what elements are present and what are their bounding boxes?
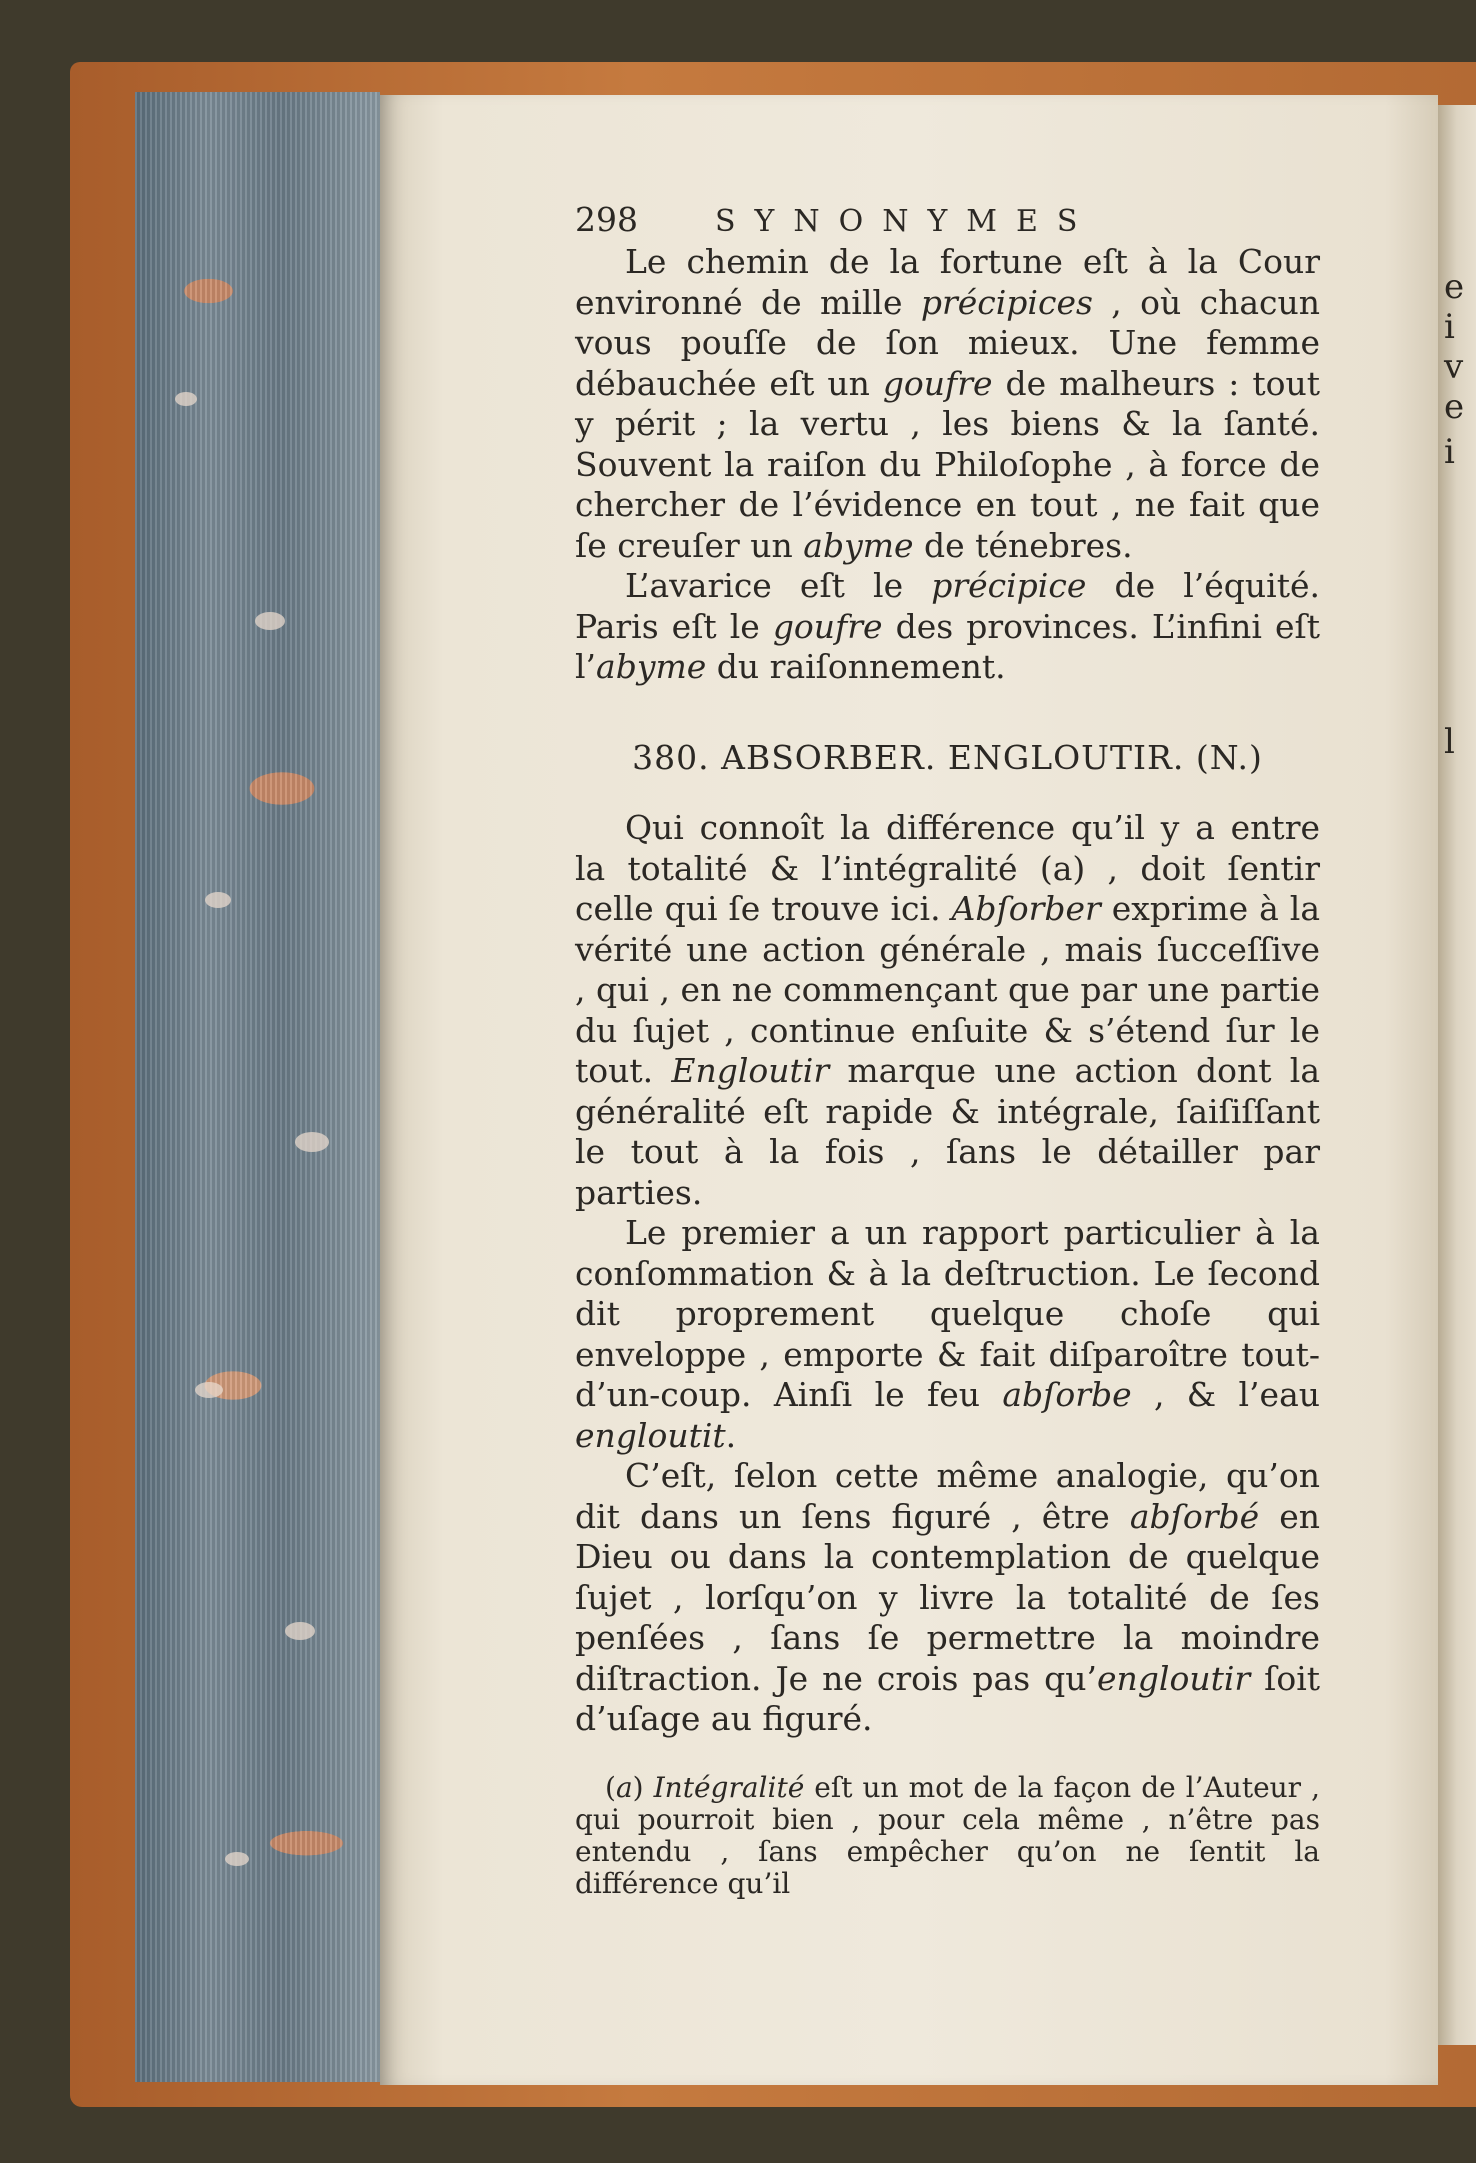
italic-term: précipices (920, 282, 1093, 322)
adjacent-page-letter: v (1444, 347, 1464, 387)
adjacent-page-edge (1438, 105, 1476, 2045)
italic-term: goufre (882, 363, 993, 403)
page-text (575, 200, 1320, 1900)
top-paragraphs (575, 242, 1320, 688)
running-title: SYNONYMES (715, 204, 1097, 239)
paragraph: Qui connoît la différence qu’il y a entre la totalité & l’intégralité (a) , doit ſentir celle qui ſe trouve ici. Abſorber exprime à la vérité une action générale , mais ſucceſſive , qui , en ne commençant que par une partie du ſujet , continue enſuite & s’étend ſur le tout. Engloutir marque une action dont la généralité eſt rapide & intégrale, ſaiſiſſant le tout à la fois , ſans le détailler par parties. (575, 808, 1320, 1212)
adjacent-page-letter: i (1444, 307, 1455, 347)
footnote: (a) Intégralité eſt un mot de la façon de l’Auteur , qui pourroit bien , pour cela même , n’être pas entendu , ſans empêcher qu’on ne ſentit la différence qu’il (575, 1770, 1321, 1900)
section-paragraphs (575, 808, 1320, 1740)
paragraph: Le premier a un rapport particulier à la conſommation & à la deſtruction. Le ſecond dit proprement quelque choſe qui enveloppe , emporte & fait diſparoître tout-d’un-coup. Ainſi le feu abſorbe , & l’eau engloutit. (575, 1213, 1320, 1455)
italic-term: goufre (772, 606, 883, 646)
paragraph: L’avarice eſt le précipice de l’équité. Paris eſt le goufre des provinces. L’infini eſt l’abyme du raiſonnement. (575, 566, 1321, 686)
adjacent-page-letter: e (1444, 267, 1465, 307)
italic-term: abſorbe (1002, 1375, 1132, 1414)
italic-term: précipice (931, 566, 1087, 605)
adjacent-page-letter: e (1444, 387, 1465, 427)
italic-term: engloutir (1096, 1658, 1251, 1698)
italic-term: abſorbé (1129, 1496, 1260, 1536)
page-number: 298 (575, 200, 638, 239)
paragraph: C’eſt, ſelon cette même analogie, qu’on dit dans un ſens figuré , être abſorbé en Dieu ou dans la contemplation de quelque ſujet , lorſqu’on y livre la totalité de ſes penſées , ſans ſe permettre la moindre diſtraction. Je ne crois pas qu’engloutir ſoit d’uſage au figuré. (575, 1456, 1321, 1738)
italic-term: Abſorber (951, 889, 1101, 928)
section-title: 380. ABSORBER. ENGLOUTIR. (N.) (632, 737, 1263, 777)
italic-term: Engloutir (671, 1051, 830, 1090)
paragraph: Le chemin de la fortune eſt à la Cour environné de mille précipices , où chacun vous pouſſe de ſon mieux. Une femme débauchée eſt un goufre de malheurs : tout y périt ; la vertu , les biens & la ſanté. Souvent la raiſon du Philoſophe , à force de chercher de l’évidence en tout , ne fait que ſe creuſer un abyme de ténebres. (575, 242, 1320, 565)
italic-term: abyme (596, 647, 707, 686)
adjacent-page-letter: l (1444, 722, 1455, 762)
marbled-page-edge (135, 92, 380, 2082)
italic-term: abyme (803, 525, 914, 565)
running-head (575, 200, 1320, 240)
italic-term: engloutit (575, 1415, 726, 1455)
italic-term: Intégralité (653, 1770, 805, 1804)
italic-term: a (615, 1770, 633, 1804)
adjacent-page-letter: i (1444, 432, 1455, 472)
